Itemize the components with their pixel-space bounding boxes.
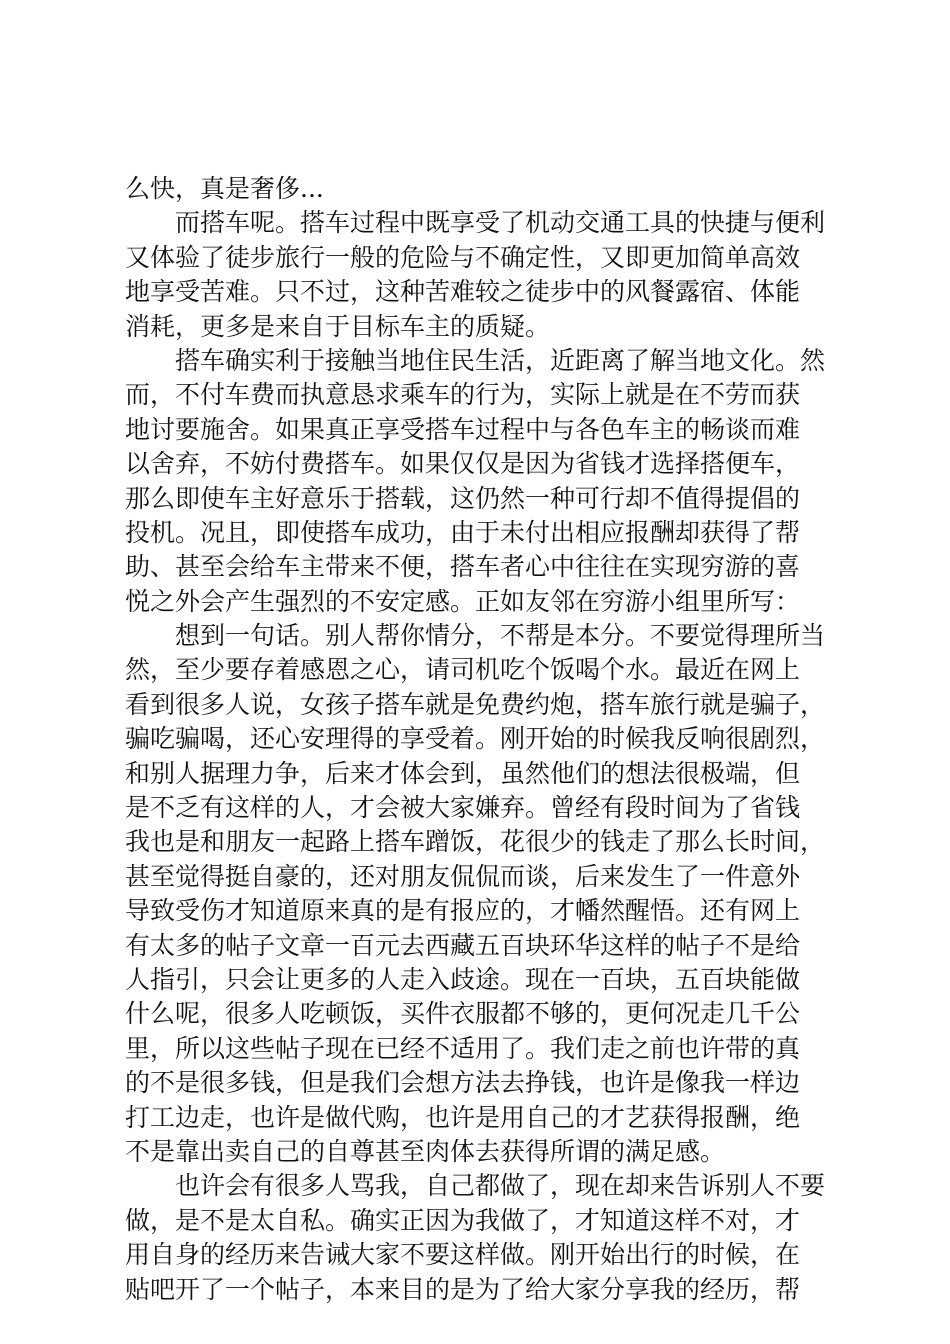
text-line: 那么即使车主好意乐于搭载，这仍然一种可行却不值得提倡的 — [125, 483, 801, 513]
text-line: 用自身的经历来告诫大家不要这样做。刚开始出行的时候，在 — [125, 1240, 801, 1270]
text-line: 又体验了徒步旅行一般的危险与不确定性，又即更加简单高效 — [125, 242, 801, 272]
text-line: 有太多的帖子文章一百元去西藏五百块环华这样的帖子不是给 — [125, 930, 801, 960]
text-line: 消耗，更多是来自于目标车主的质疑。 — [125, 311, 551, 341]
text-line: 骗吃骗喝，还心安理得的享受着。刚开始的时候我反响很剧烈， — [125, 724, 826, 754]
text-line: 导致受伤才知道原来真的是有报应的，才幡然醒悟。还有网上 — [125, 896, 801, 926]
text-line: 搭车确实利于接触当地住民生活，近距离了解当地文化。然 — [125, 345, 826, 375]
text-line: 以舍弃，不妨付费搭车。如果仅仅是因为省钱才选择搭便车， — [125, 449, 801, 479]
text-line: 什么呢，很多人吃顿饭，买件衣服都不够的，更何况走几千公 — [125, 999, 801, 1029]
text-line: 想到一句话。别人帮你情分，不帮是本分。不要觉得理所当 — [125, 621, 826, 651]
text-line: 是不乏有这样的人，才会被大家嫌弃。曾经有段时间为了省钱 — [125, 793, 801, 823]
text-line: 地享受苦难。只不过，这种苦难较之徒步中的风餐露宿、体能 — [125, 277, 801, 307]
text-line: 不是靠出卖自己的自尊甚至肉体去获得所谓的满足感。 — [125, 1136, 726, 1166]
text-line: 看到很多人说，女孩子搭车就是免费约炮，搭车旅行就是骗子， — [125, 689, 826, 719]
text-line: 地讨要施舍。如果真正享受搭车过程中与各色车主的畅谈而难 — [125, 414, 801, 444]
text-line: 悦之外会产生强烈的不安定感。正如友邻在穷游小组里所写： — [125, 586, 801, 616]
text-line: 甚至觉得挺自豪的，还对朋友侃侃而谈，后来发生了一件意外 — [125, 861, 801, 891]
text-line: 投机。况且，即使搭车成功，由于未付出相应报酬却获得了帮 — [125, 517, 801, 547]
text-line: 做，是不是太自私。确实正因为我做了，才知道这样不对，才 — [125, 1205, 801, 1235]
text-line: 贴吧开了一个帖子，本来目的是为了给大家分享我的经历，帮 — [125, 1274, 801, 1304]
text-line: 里，所以这些帖子现在已经不适用了。我们走之前也许带的真 — [125, 1033, 801, 1063]
text-line: 而搭车呢。搭车过程中既享受了机动交通工具的快捷与便利 — [125, 208, 826, 238]
text-line: 人指引，只会让更多的人走入歧途。现在一百块，五百块能做 — [125, 964, 801, 994]
text-line: 么快，真是奢侈... — [125, 174, 324, 203]
text-line: 和别人据理力争，后来才体会到，虽然他们的想法很极端，但 — [125, 758, 801, 788]
text-line: 也许会有很多人骂我，自己都做了，现在却来告诉别人不要 — [125, 1171, 826, 1201]
text-line: 的不是很多钱，但是我们会想方法去挣钱，也许是像我一样边 — [125, 1068, 801, 1098]
text-line: 助、甚至会给车主带来不便，搭车者心中往往在实现穷游的喜 — [125, 552, 801, 582]
text-line: 而，不付车费而执意恳求乘车的行为，实际上就是在不劳而获 — [125, 380, 801, 410]
text-line: 打工边走，也许是做代购，也许是用自己的才艺获得报酬，绝 — [125, 1102, 801, 1132]
text-line: 然，至少要存着感恩之心，请司机吃个饭喝个水。最近在网上 — [125, 655, 801, 685]
text-line: 我也是和朋友一起路上搭车蹭饭，花很少的钱走了那么长时间， — [125, 827, 826, 857]
body-text — [125, 172, 835, 1307]
